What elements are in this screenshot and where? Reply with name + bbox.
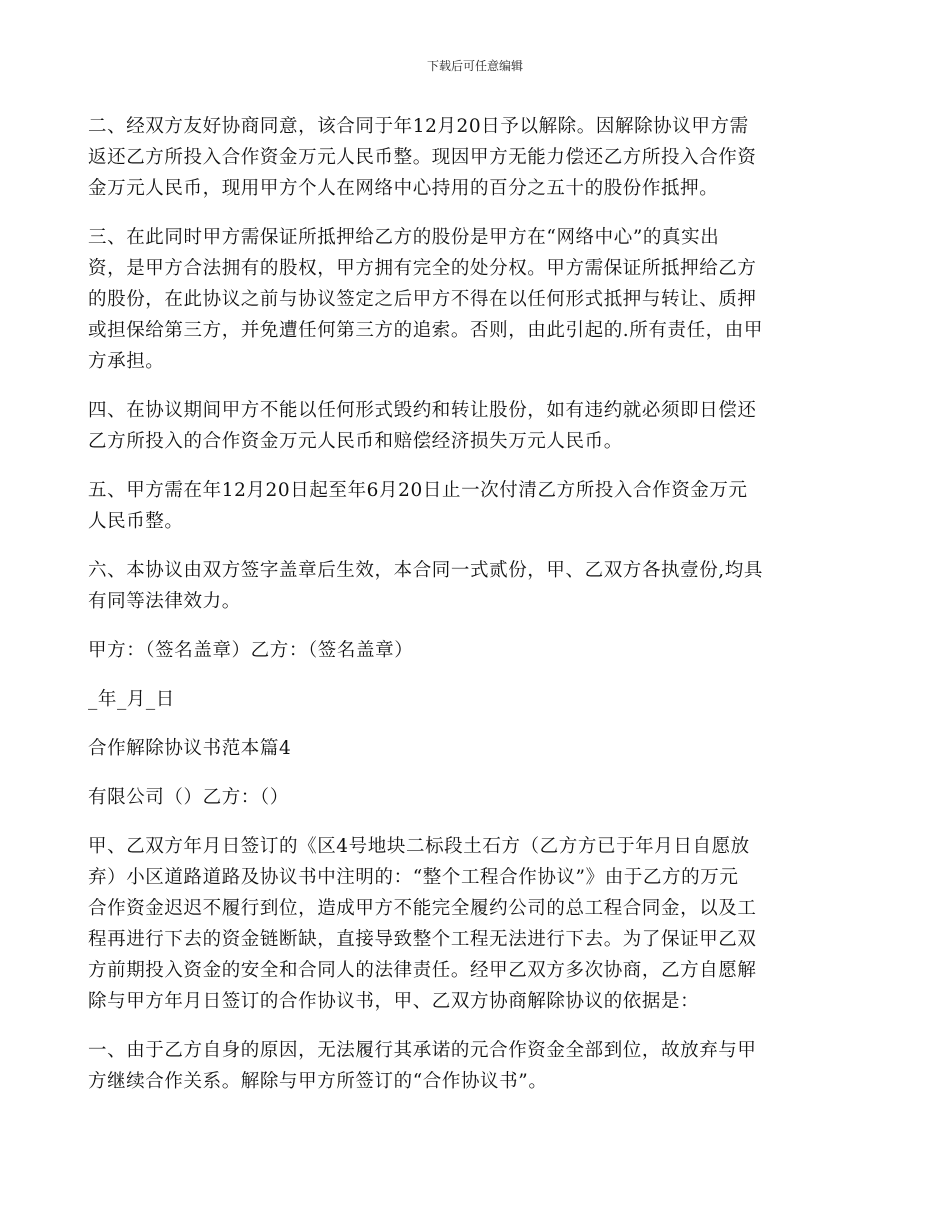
intro-paragraph: 甲、乙双方年月日签订的《区4号地块二标段土石方（乙方方已于年月日自愿放 弃）小区道路道路及协议书中注明的：“整个工程合作协议”》由于乙方的万元 合作资金迟迟不履行到位，造成甲方不能完全履约公司的总工程合同金，以及工 程再进行下去的资金链断缺，直接导致整个工程无法进行下去。为了保证甲乙双 方前期投入资金的安全和合同人的法律责任。经甲乙双方多次协商，乙方自愿解 除与甲方年月日签订的合作协议书，甲、乙双方协商解除协议的依据是： [88,836,757,1012]
clause-1: 一、由于乙方自身的原因，无法履行其承诺的元合作资金全部到位，故放弃与甲 方继续合作关系。解除与甲方所签订的“合作协议书”。 [88,1040,757,1092]
date-line: _年_月_日 [88,689,175,710]
download-note: 下载后可任意编辑 [426,59,523,73]
clause-3: 三、在此同时甲方需保证所抵押给乙方的股份是甲方在“网络中心”的真实出 资，是甲方合法拥有的股权，甲方拥有完全的处分权。甲方需保证所抵押给乙方 的股份，在此协议之前与协议签定之后甲方不得在以任何形式抵押与转让、质押 或担保给第三方，并免遭任何第三方的追索。否则，由此引起的.所有责任，由甲 方承担。 [88,227,763,372]
clause-5: 五、甲方需在年12月20日起至年6月20日止一次付清乙方所投入合作资金万元 人民币整。 [88,480,748,532]
document-body [88,111,866,1115]
parties-line: 有限公司（）乙方：（） [88,787,289,808]
section-title: 合作解除协议书范本篇4 [88,738,292,759]
signature-line: 甲方：（签名盖章）乙方：（签名盖章） [88,640,414,661]
clause-6: 六、本协议由双方签字盖章后生效，本合同一式贰份，甲、乙双方各执壹份,均具 有同等法律效力。 [88,560,763,612]
clause-4: 四、在协议期间甲方不能以任何形式毁约和转让股份，如有违约就必须即日偿还 乙方所投入的合作资金万元人民币和赔偿经济损失万元人民币。 [88,400,757,452]
clause-2: 二、经双方友好协商同意，该合同于年12月20日予以解除。因解除协议甲方需 返还乙方所投入合作资金万元人民币整。现因甲方无能力偿还乙方所投入合作资 金万元人民币，现用甲方个人在网络中心持用的百分之五十的股份作抵押。 [88,116,757,199]
